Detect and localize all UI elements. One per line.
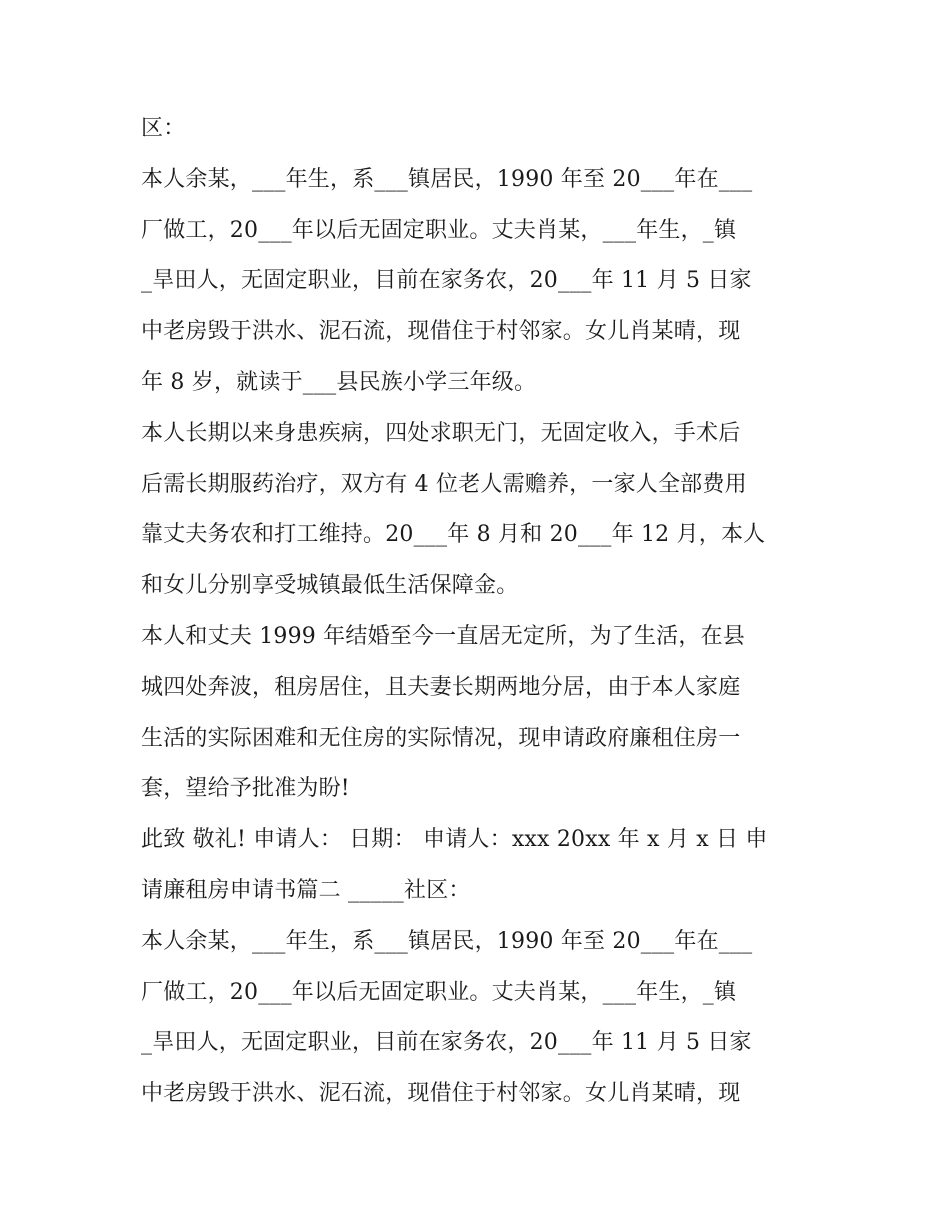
text-line: 本人长期以来身患疾病，四处求职无门，无固定收入，手术后 [141, 420, 741, 446]
text-line: 城四处奔波，租房居住，且夫妻长期两地分居，由于本人家庭 [141, 674, 741, 700]
text-line: 中老房毁于洪水、泥石流，现借住于村邻家。女儿肖某晴，现 [141, 319, 741, 345]
text-line: 本人余某，___年生，系___镇居民，1990 年至 20___年在___ [141, 928, 753, 954]
text-line: 本人余某，___年生，系___镇居民，1990 年至 20___年在___ [141, 166, 753, 192]
text-line: 厂做工，20___年以后无固定职业。丈夫肖某，___年生，_镇 [141, 217, 737, 243]
text-line: 年 8 岁，就读于___县民族小学三年级。 [141, 369, 537, 395]
text-line: 本人和丈夫 1999 年结婚至今一直居无定所，为了生活，在县 [141, 623, 745, 649]
text-line: 请廉租房申请书篇二 _____社区： [141, 877, 471, 903]
document-body [141, 104, 821, 1120]
text-line: _旱田人，无固定职业，目前在家务农，20___年 11 月 5 日家 [141, 268, 752, 294]
text-line: 生活的实际困难和无住房的实际情况，现申请政府廉租住房一 [141, 725, 741, 751]
text-line: 厂做工，20___年以后无固定职业。丈夫肖某，___年生，_镇 [141, 979, 737, 1005]
text-line: 和女儿分别享受城镇最低生活保障金。 [141, 573, 519, 599]
text-line: 区： [141, 116, 186, 141]
text-line: 靠丈夫务农和打工维持。20___年 8 月和 20___年 12 月，本人 [141, 522, 766, 548]
text-line: 中老房毁于洪水、泥石流，现借住于村邻家。女儿肖某晴，现 [141, 1081, 741, 1107]
text-line: 套，望给予批准为盼! [141, 776, 350, 802]
text-line: 后需长期服药治疗，双方有 4 位老人需赡养，一家人全部费用 [141, 471, 747, 497]
text-line: 此致 敬礼! 申请人： 日期： 申请人：xxx 20xx 年 x 月 x 日 申 [141, 827, 768, 853]
text-line: _旱田人，无固定职业，目前在家务农，20___年 11 月 5 日家 [141, 1030, 752, 1056]
